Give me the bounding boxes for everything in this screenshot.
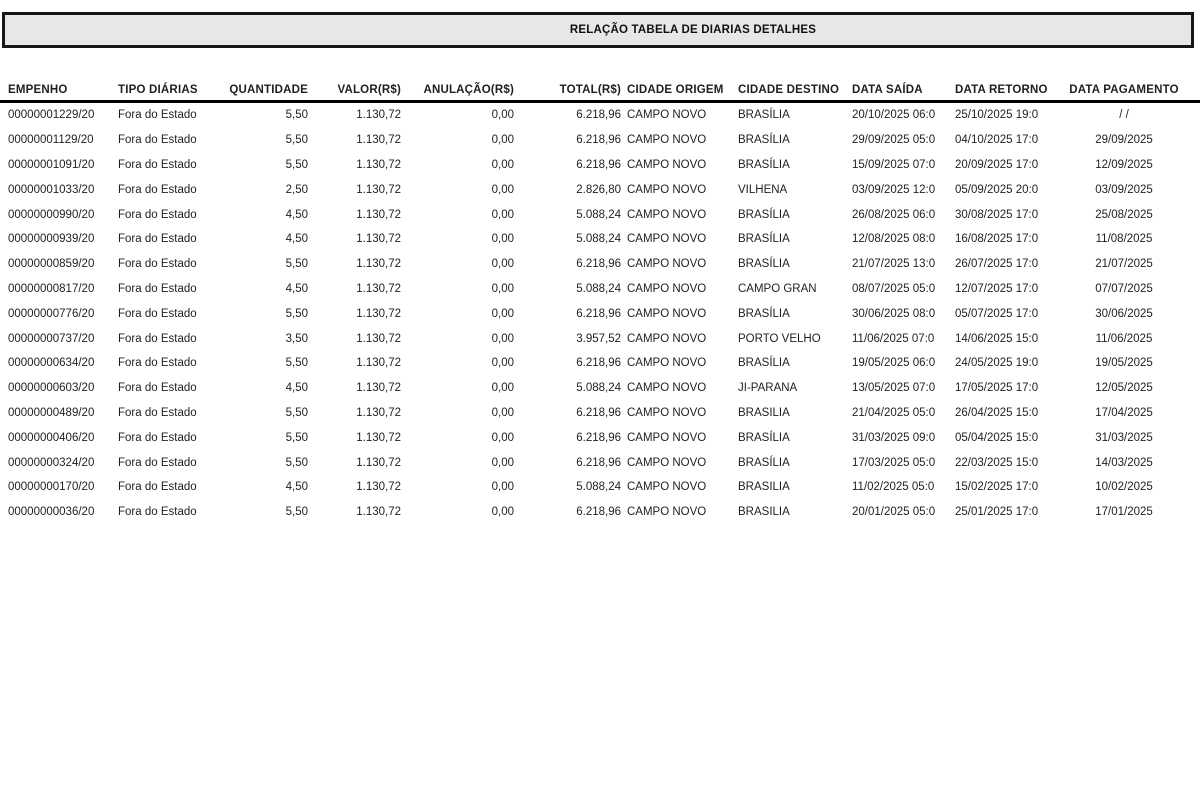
cell-anulacao: 0,00	[491, 109, 514, 122]
table-body	[0, 102, 1200, 525]
cell-anulacao: 0,00	[491, 307, 514, 320]
column-header-data-retorno: DATA RETORNO	[955, 84, 1048, 96]
cell-anulacao: 0,00	[491, 282, 514, 295]
cell-total: 5.088,24	[576, 282, 621, 295]
cell-cidade-origem: CAMPO NOVO	[627, 506, 707, 519]
cell-quantidade: 5,50	[285, 431, 308, 444]
cell-tipo-diarias: Fora do Estado	[118, 382, 197, 395]
cell-data-saida: 31/03/2025 09:0	[852, 431, 936, 444]
cell-total: 5.088,24	[576, 233, 621, 246]
cell-data-saida: 20/01/2025 05:0	[852, 506, 936, 519]
cell-cidade-origem: CAMPO NOVO	[627, 406, 707, 419]
cell-data-pagamento: 31/03/2025	[1095, 431, 1153, 444]
cell-cidade-destino: BRASILIA	[738, 406, 790, 419]
cell-empenho: 00000000776/20	[8, 307, 95, 320]
cell-cidade-origem: CAMPO NOVO	[627, 431, 707, 444]
table-row	[0, 177, 1200, 202]
cell-data-retorno: 05/07/2025 17:0	[955, 307, 1039, 320]
cell-quantidade: 5,50	[285, 134, 308, 147]
cell-data-retorno: 26/07/2025 17:0	[955, 258, 1039, 271]
cell-cidade-destino: BRASILIA	[738, 506, 790, 519]
cell-cidade-destino: BRASÍLIA	[738, 233, 790, 246]
cell-data-saida: 20/10/2025 06:0	[852, 109, 936, 122]
cell-data-pagamento: 21/07/2025	[1095, 258, 1153, 271]
cell-total: 6.218,96	[576, 357, 621, 370]
cell-valor: 1.130,72	[356, 233, 401, 246]
table-header-row	[0, 78, 1200, 102]
cell-data-retorno: 05/04/2025 15:0	[955, 431, 1039, 444]
cell-empenho: 00000000990/20	[8, 208, 95, 221]
cell-valor: 1.130,72	[356, 332, 401, 345]
cell-quantidade: 5,50	[285, 109, 308, 122]
table-row	[0, 301, 1200, 326]
cell-quantidade: 5,50	[285, 506, 308, 519]
cell-cidade-origem: CAMPO NOVO	[627, 282, 707, 295]
cell-data-retorno: 04/10/2025 17:0	[955, 134, 1039, 147]
column-header-valor: VALOR(R$)	[337, 84, 401, 96]
cell-quantidade: 3,50	[285, 332, 308, 345]
cell-valor: 1.130,72	[356, 506, 401, 519]
cell-anulacao: 0,00	[491, 357, 514, 370]
report-title: RELAÇÃO TABELA DE DIARIAS DETALHES	[569, 24, 817, 36]
cell-valor: 1.130,72	[356, 183, 401, 196]
cell-cidade-origem: CAMPO NOVO	[627, 307, 707, 320]
cell-data-saida: 21/04/2025 05:0	[852, 406, 936, 419]
table-row	[0, 351, 1200, 376]
cell-cidade-destino: BRASÍLIA	[738, 258, 790, 271]
diarias-table	[0, 78, 1200, 525]
cell-quantidade: 5,50	[285, 357, 308, 370]
cell-total: 6.218,96	[576, 307, 621, 320]
cell-anulacao: 0,00	[491, 183, 514, 196]
cell-data-retorno: 20/09/2025 17:0	[955, 158, 1039, 171]
column-header-anulacao: ANULAÇÃO(R$)	[423, 84, 514, 96]
table-row	[0, 277, 1200, 302]
cell-quantidade: 4,50	[285, 282, 308, 295]
cell-total: 6.218,96	[576, 158, 621, 171]
cell-total: 5.088,24	[576, 208, 621, 221]
cell-data-pagamento: 14/03/2025	[1095, 456, 1153, 469]
cell-tipo-diarias: Fora do Estado	[118, 406, 197, 419]
cell-data-retorno: 26/04/2025 15:0	[955, 406, 1039, 419]
cell-anulacao: 0,00	[491, 158, 514, 171]
cell-cidade-origem: CAMPO NOVO	[627, 332, 707, 345]
cell-cidade-origem: CAMPO NOVO	[627, 233, 707, 246]
cell-quantidade: 2,50	[285, 183, 308, 196]
cell-valor: 1.130,72	[356, 431, 401, 444]
table-row	[0, 128, 1200, 153]
column-header-cidade-destino: CIDADE DESTINO	[738, 84, 840, 96]
cell-empenho: 00000000634/20	[8, 357, 95, 370]
cell-data-saida: 26/08/2025 06:0	[852, 208, 936, 221]
column-header-empenho: EMPENHO	[8, 84, 68, 96]
cell-data-saida: 21/07/2025 13:0	[852, 258, 936, 271]
cell-data-pagamento: 12/09/2025	[1095, 158, 1153, 171]
cell-data-saida: 13/05/2025 07:0	[852, 382, 936, 395]
cell-cidade-origem: CAMPO NOVO	[627, 258, 707, 271]
cell-data-pagamento: 10/02/2025	[1095, 481, 1153, 494]
cell-data-saida: 11/02/2025 05:0	[852, 481, 935, 494]
cell-data-saida: 17/03/2025 05:0	[852, 456, 936, 469]
cell-data-pagamento: 07/07/2025	[1095, 282, 1153, 295]
cell-total: 6.218,96	[576, 134, 621, 147]
cell-data-saida: 19/05/2025 06:0	[852, 357, 936, 370]
cell-total: 6.218,96	[576, 406, 621, 419]
cell-quantidade: 5,50	[285, 406, 308, 419]
column-header-quantidade: QUANTIDADE	[229, 84, 308, 96]
cell-tipo-diarias: Fora do Estado	[118, 134, 197, 147]
cell-anulacao: 0,00	[491, 332, 514, 345]
cell-tipo-diarias: Fora do Estado	[118, 332, 197, 345]
cell-data-pagamento: 12/05/2025	[1095, 382, 1153, 395]
cell-total: 6.218,96	[576, 506, 621, 519]
table-row	[0, 475, 1200, 500]
cell-tipo-diarias: Fora do Estado	[118, 208, 197, 221]
cell-empenho: 00000000324/20	[8, 456, 95, 469]
cell-total: 3.957,52	[576, 332, 621, 345]
cell-tipo-diarias: Fora do Estado	[118, 282, 197, 295]
cell-valor: 1.130,72	[356, 208, 401, 221]
cell-valor: 1.130,72	[356, 158, 401, 171]
cell-data-retorno: 15/02/2025 17:0	[955, 481, 1039, 494]
cell-anulacao: 0,00	[491, 382, 514, 395]
cell-empenho: 00000000737/20	[8, 332, 95, 345]
cell-empenho: 00000000603/20	[8, 382, 95, 395]
cell-total: 5.088,24	[576, 481, 621, 494]
cell-empenho: 00000000817/20	[8, 282, 95, 295]
cell-anulacao: 0,00	[491, 406, 514, 419]
cell-data-pagamento: 11/06/2025	[1095, 332, 1153, 345]
cell-total: 6.218,96	[576, 258, 621, 271]
cell-data-pagamento: / /	[1119, 109, 1129, 122]
cell-cidade-destino: JI-PARANA	[738, 382, 798, 395]
cell-quantidade: 4,50	[285, 382, 308, 395]
cell-quantidade: 5,50	[285, 456, 308, 469]
cell-tipo-diarias: Fora do Estado	[118, 307, 197, 320]
cell-valor: 1.130,72	[356, 282, 401, 295]
table-row	[0, 450, 1200, 475]
cell-data-pagamento: 11/08/2025	[1095, 233, 1153, 246]
cell-valor: 1.130,72	[356, 481, 401, 494]
cell-quantidade: 4,50	[285, 208, 308, 221]
table-row	[0, 202, 1200, 227]
cell-data-saida: 29/09/2025 05:0	[852, 134, 936, 147]
table-row	[0, 401, 1200, 426]
cell-empenho: 00000000170/20	[8, 481, 95, 494]
cell-data-saida: 30/06/2025 08:0	[852, 307, 936, 320]
cell-empenho: 00000000036/20	[8, 506, 95, 519]
cell-tipo-diarias: Fora do Estado	[118, 506, 197, 519]
cell-data-pagamento: 29/09/2025	[1095, 134, 1153, 147]
cell-cidade-origem: CAMPO NOVO	[627, 158, 707, 171]
cell-data-pagamento: 19/05/2025	[1095, 357, 1153, 370]
cell-tipo-diarias: Fora do Estado	[118, 431, 197, 444]
cell-valor: 1.130,72	[356, 456, 401, 469]
cell-cidade-destino: VILHENA	[738, 183, 788, 196]
cell-anulacao: 0,00	[491, 456, 514, 469]
cell-quantidade: 5,50	[285, 258, 308, 271]
cell-data-saida: 15/09/2025 07:0	[852, 158, 936, 171]
cell-cidade-destino: BRASÍLIA	[738, 357, 790, 370]
cell-quantidade: 4,50	[285, 481, 308, 494]
cell-valor: 1.130,72	[356, 258, 401, 271]
column-header-tipo-diarias: TIPO DIÁRIAS	[118, 84, 198, 96]
table-row	[0, 376, 1200, 401]
cell-anulacao: 0,00	[491, 258, 514, 271]
cell-cidade-destino: BRASÍLIA	[738, 158, 790, 171]
cell-valor: 1.130,72	[356, 134, 401, 147]
cell-empenho: 00000000859/20	[8, 258, 95, 271]
cell-data-retorno: 25/01/2025 17:0	[955, 506, 1039, 519]
cell-data-retorno: 14/06/2025 15:0	[955, 332, 1039, 345]
cell-valor: 1.130,72	[356, 406, 401, 419]
cell-data-pagamento: 17/01/2025	[1095, 506, 1153, 519]
cell-cidade-destino: BRASÍLIA	[738, 134, 790, 147]
cell-tipo-diarias: Fora do Estado	[118, 357, 197, 370]
column-header-data-saida: DATA SAÍDA	[852, 84, 923, 96]
cell-empenho: 00000001033/20	[8, 183, 95, 196]
cell-cidade-destino: CAMPO GRAN	[738, 282, 817, 295]
cell-empenho: 00000000939/20	[8, 233, 95, 246]
cell-tipo-diarias: Fora do Estado	[118, 258, 197, 271]
cell-cidade-destino: BRASÍLIA	[738, 456, 790, 469]
cell-anulacao: 0,00	[491, 208, 514, 221]
cell-cidade-origem: CAMPO NOVO	[627, 109, 707, 122]
cell-data-retorno: 24/05/2025 19:0	[955, 357, 1039, 370]
cell-tipo-diarias: Fora do Estado	[118, 456, 197, 469]
column-header-data-pagamento: DATA PAGAMENTO	[1069, 84, 1179, 96]
table-row	[0, 153, 1200, 178]
cell-tipo-diarias: Fora do Estado	[118, 183, 197, 196]
cell-total: 5.088,24	[576, 382, 621, 395]
cell-data-retorno: 17/05/2025 17:0	[955, 382, 1039, 395]
cell-data-retorno: 30/08/2025 17:0	[955, 208, 1039, 221]
cell-cidade-destino: BRASILIA	[738, 481, 790, 494]
cell-valor: 1.130,72	[356, 382, 401, 395]
cell-anulacao: 0,00	[491, 233, 514, 246]
cell-total: 6.218,96	[576, 456, 621, 469]
column-header-total: TOTAL(R$)	[559, 84, 621, 96]
cell-cidade-origem: CAMPO NOVO	[627, 481, 707, 494]
cell-empenho: 00000001129/20	[8, 134, 94, 147]
cell-data-retorno: 12/07/2025 17:0	[955, 282, 1039, 295]
cell-total: 6.218,96	[576, 109, 621, 122]
cell-cidade-destino: PORTO VELHO	[738, 332, 821, 345]
cell-valor: 1.130,72	[356, 307, 401, 320]
cell-data-saida: 12/08/2025 08:0	[852, 233, 936, 246]
cell-data-retorno: 05/09/2025 20:0	[955, 183, 1039, 196]
cell-quantidade: 5,50	[285, 307, 308, 320]
cell-data-pagamento: 25/08/2025	[1095, 208, 1153, 221]
table-row	[0, 500, 1200, 525]
cell-data-pagamento: 17/04/2025	[1095, 406, 1153, 419]
cell-cidade-destino: BRASÍLIA	[738, 208, 790, 221]
cell-data-retorno: 25/10/2025 19:0	[955, 109, 1039, 122]
cell-data-retorno: 16/08/2025 17:0	[955, 233, 1039, 246]
cell-data-saida: 03/09/2025 12:0	[852, 183, 936, 196]
cell-anulacao: 0,00	[491, 431, 514, 444]
cell-data-saida: 08/07/2025 05:0	[852, 282, 936, 295]
cell-cidade-origem: CAMPO NOVO	[627, 456, 707, 469]
table-row	[0, 227, 1200, 252]
table-row	[0, 252, 1200, 277]
cell-anulacao: 0,00	[491, 134, 514, 147]
table-row	[0, 425, 1200, 450]
cell-cidade-destino: BRASÍLIA	[738, 307, 790, 320]
cell-data-pagamento: 30/06/2025	[1095, 307, 1153, 320]
cell-cidade-origem: CAMPO NOVO	[627, 183, 707, 196]
cell-empenho: 00000000406/20	[8, 431, 95, 444]
cell-data-pagamento: 03/09/2025	[1095, 183, 1153, 196]
cell-tipo-diarias: Fora do Estado	[118, 109, 197, 122]
cell-valor: 1.130,72	[356, 109, 401, 122]
cell-quantidade: 4,50	[285, 233, 308, 246]
cell-empenho: 00000001229/20	[8, 109, 95, 122]
cell-cidade-origem: CAMPO NOVO	[627, 208, 707, 221]
cell-data-saida: 11/06/2025 07:0	[852, 332, 935, 345]
cell-cidade-origem: CAMPO NOVO	[627, 134, 707, 147]
cell-valor: 1.130,72	[356, 357, 401, 370]
cell-tipo-diarias: Fora do Estado	[118, 233, 197, 246]
column-header-cidade-origem: CIDADE ORIGEM	[627, 84, 724, 96]
report-title-bar	[2, 12, 1194, 48]
cell-data-retorno: 22/03/2025 15:0	[955, 456, 1039, 469]
table-row	[0, 102, 1200, 128]
cell-cidade-origem: CAMPO NOVO	[627, 382, 707, 395]
cell-tipo-diarias: Fora do Estado	[118, 481, 197, 494]
cell-total: 2.826,80	[576, 183, 621, 196]
cell-cidade-origem: CAMPO NOVO	[627, 357, 707, 370]
table-header	[0, 78, 1200, 102]
cell-empenho: 00000001091/20	[8, 158, 95, 171]
cell-anulacao: 0,00	[491, 506, 514, 519]
cell-empenho: 00000000489/20	[8, 406, 95, 419]
cell-quantidade: 5,50	[285, 158, 308, 171]
table-row	[0, 326, 1200, 351]
cell-tipo-diarias: Fora do Estado	[118, 158, 197, 171]
cell-anulacao: 0,00	[491, 481, 514, 494]
cell-cidade-destino: BRASÍLIA	[738, 431, 790, 444]
cell-cidade-destino: BRASÍLIA	[738, 109, 790, 122]
cell-total: 6.218,96	[576, 431, 621, 444]
